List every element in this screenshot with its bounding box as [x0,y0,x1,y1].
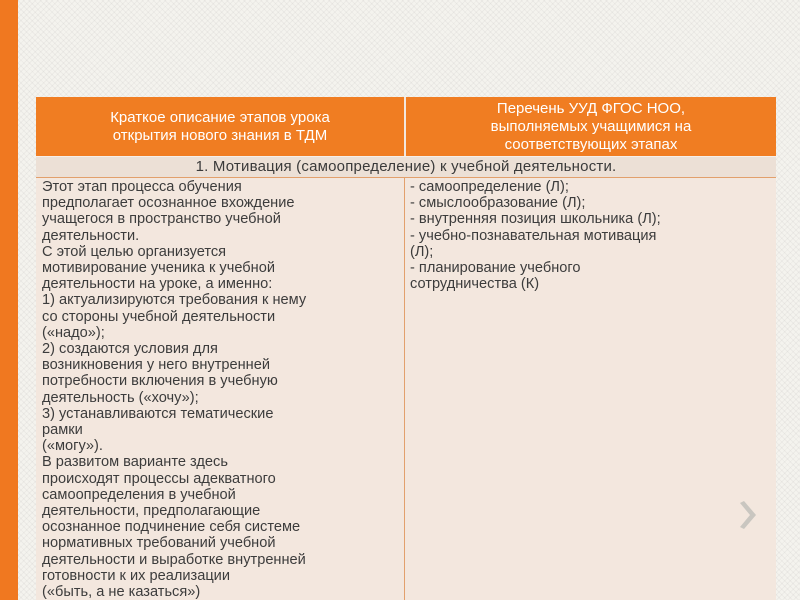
description-line: деятельности и выработке внутренней [42,551,306,568]
description-line: осознанное подчинение себя системе [42,519,301,536]
description-line: возникновения у него внутренней [42,357,270,374]
description-line: («могу»). [42,438,103,455]
description-line: рамки [42,422,83,439]
uud-item: - смыслообразование (Л); [410,195,586,212]
description-line: («надо»); [42,324,105,341]
stage-row [36,156,776,178]
description-line: («быть, а не казаться») [42,584,201,600]
left-accent-bar [0,0,18,600]
description-line: происходят процессы адекватного [42,470,276,487]
description-line: мотивирование ученика к учебной [42,260,275,277]
header-left-line: Краткое описание этапов урока [110,108,330,126]
stages-table [36,97,776,600]
header-left-line: открытия нового знания в ТДМ [112,126,328,144]
description-line: деятельности, предполагающие [42,503,261,520]
uud-item: сотрудничества (К) [410,276,540,293]
description-line: готовности к их реализации [42,567,230,584]
description-line: 1) актуализируются требования к нему [42,292,307,309]
description-line: учащегося в пространство учебной [42,211,281,228]
header-right-line: выполняемых учащимися на [490,117,692,135]
stage-description-cell [42,179,398,600]
uud-list-cell [410,179,770,292]
column-divider [404,178,405,600]
stage-title: 1. Мотивация (самоопределение) к учебной деятельности. [195,158,617,175]
description-line: предполагает осознанное вхождение [42,195,295,212]
header-right-line: соответствующих этапах [504,135,678,153]
header-right-line: Перечень УУД ФГОС НОО, [496,99,686,117]
description-line: В развитом варианте здесь [42,454,228,471]
description-line: деятельность («хочу»); [42,389,199,406]
uud-item: (Л); [410,243,434,260]
description-line: потребности включения в учебную [42,373,278,390]
header-uud-list [406,97,776,156]
uud-item: - самоопределение (Л); [410,179,569,195]
chevron-right-icon [732,493,768,537]
description-line: Этот этап процесса обучения [42,179,242,195]
description-line: самоопределения в учебной [42,486,236,503]
description-line: С этой целью организуется [42,243,227,260]
description-line: 3) устанавливаются тематические [42,405,274,422]
uud-item: - учебно-познавательная мотивация [410,227,657,244]
uud-item: - внутренняя позиция школьника (Л); [410,211,661,228]
description-line: 2) создаются условия для [42,341,218,358]
description-line: со стороны учебной деятельности [42,308,276,325]
description-line: деятельности. [42,227,140,244]
uud-item: - планирование учебного [410,260,581,277]
header-stage-description [36,97,404,156]
description-line: деятельности на уроке, а именно: [42,276,273,293]
next-slide-button[interactable] [732,493,768,537]
description-line: нормативных требований учебной [42,535,276,552]
